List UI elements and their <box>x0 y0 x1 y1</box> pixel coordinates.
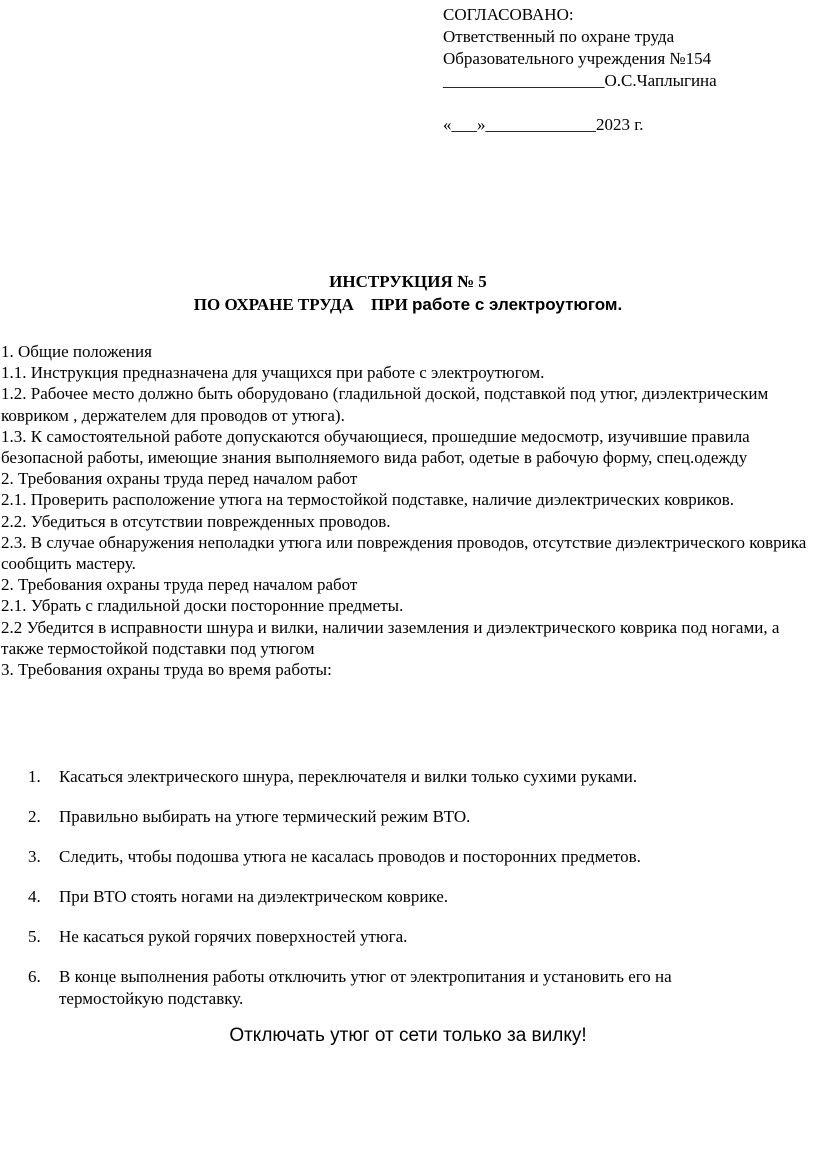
list-item <box>0 846 816 868</box>
list-item <box>0 886 816 908</box>
approval-block <box>443 4 717 136</box>
list-item-text: Правильно выбирать на утюге термический режим ВТО. <box>59 807 471 826</box>
title-line-2 <box>0 293 816 316</box>
list-item <box>0 766 816 788</box>
approval-position: Ответственный по охране труда <box>443 27 675 46</box>
paragraph: 2.3. В случае обнаружения неполадки утюга или повреждения проводов, отсутствие диэлектрического коврика сообщить мастеру. <box>1 532 807 574</box>
list-item-number: 6. <box>28 967 41 986</box>
paragraph: 2.1. Проверить расположение утюга на термостойкой подставке, наличие диэлектрических ковриков. <box>1 490 735 510</box>
work-rules-list <box>0 766 816 1028</box>
title-line-1: ИНСТРУКЦИЯ № 5 <box>329 272 487 291</box>
paragraph: 1.3. К самостоятельной работе допускаются обучающиеся, прошедшие медосмотр, изучившие правила безопасной работы, имеющие знания выполняемого вида работ, одетые в рабочую форму, спец.одежду <box>1 426 750 468</box>
list-item <box>0 966 816 1009</box>
title-line-2-part-a: ПО ОХРАНЕ ТРУДА ПРИ <box>193 295 413 314</box>
list-item-number: 5. <box>28 927 41 946</box>
list-item-text: При ВТО стоять ногами на диэлектрическом коврике. <box>59 887 449 906</box>
list-item-number: 3. <box>28 847 41 866</box>
approval-signature: ___________________О.С.Чаплыгина <box>443 71 717 90</box>
paragraph: 1.1. Инструкция предназначена для учащихся при работе с электроутюгом. <box>1 363 545 383</box>
list-item-text: Касаться электрического шнура, переключателя и вилки только сухими руками. <box>59 767 638 786</box>
paragraph: 2.2. Убедиться в отсутствии поврежденных проводов. <box>1 511 391 531</box>
list-item <box>0 806 816 828</box>
instruction-body <box>1 341 813 680</box>
approval-organization: Образовательного учреждения №154 <box>443 49 712 68</box>
document-title <box>0 270 816 316</box>
paragraph: 1. Общие положения <box>1 342 152 361</box>
title-line-2-part-b: работе с электроутюгом. <box>412 295 623 314</box>
approval-heading: СОГЛАСОВАНО: <box>443 5 574 24</box>
paragraph: 1.2. Рабочее место должно быть оборудовано (гладильной доской, подставкой под утюг, диэлектрическим ковриком , держателем для проводов от утюга). <box>1 384 769 425</box>
list-item-number: 1. <box>28 767 41 786</box>
paragraph: 2. Требования охраны труда перед началом работ <box>1 575 358 595</box>
list-item-text: Следить, чтобы подошва утюга не касалась проводов и посторонних предметов. <box>59 847 641 866</box>
list-item <box>0 926 816 948</box>
final-warning: Отключать утюг от сети только за вилку! <box>229 1025 587 1046</box>
paragraph: 3. Требования охраны труда во время работы: <box>1 660 332 680</box>
paragraph: 2.1. Убрать с гладильной доски посторонние предметы. <box>1 596 404 616</box>
list-item-number: 4. <box>28 887 41 906</box>
list-item-number: 2. <box>28 807 41 826</box>
paragraph: 2.2 Убедится в исправности шнура и вилки, наличии заземления и диэлектрического коврика под ногами, а также термостойкой подставки под утюгом <box>1 617 780 658</box>
paragraph: 2. Требования охраны труда перед началом работ <box>1 469 358 489</box>
list-item-text: В конце выполнения работы отключить утюг от электропитания и установить его на термостойкую подставку. <box>59 967 672 1008</box>
approval-date: «___»_____________2023 г. <box>443 115 644 134</box>
list-item-text: Не касаться рукой горячих поверхностей утюга. <box>59 927 408 946</box>
